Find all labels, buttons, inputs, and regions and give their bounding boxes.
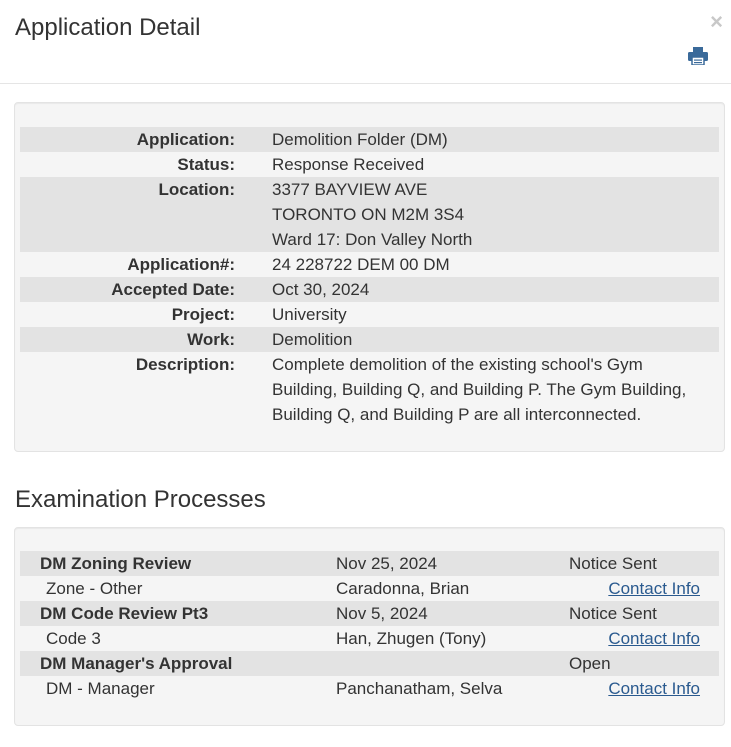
detail-label: Accepted Date: [111, 280, 235, 299]
detail-value-line: Complete demolition of the existing school's Gym Building, Building Q, and Building P. The Gym Building, Building Q, and Building P are all interconnected. [272, 355, 687, 424]
details-table [20, 127, 719, 427]
process-date: Nov 5, 2024 [336, 604, 428, 623]
process-status: Notice Sent [569, 554, 657, 573]
contact-info-link[interactable]: Contact Info [608, 679, 700, 698]
processes-table [20, 551, 719, 701]
section-title-examination-processes: Examination Processes [15, 486, 266, 513]
process-detail-row [20, 576, 719, 601]
contact-cell [569, 676, 719, 701]
detail-label: Application: [136, 130, 235, 149]
process-status: Notice Sent [569, 604, 657, 623]
process-date [336, 651, 569, 676]
modal-title: Application Detail [15, 14, 201, 41]
process-examiner: Panchanatham, Selva [336, 679, 503, 698]
print-icon-graphic [688, 47, 708, 65]
contact-cell [569, 576, 719, 601]
detail-value-line: Response Received [272, 155, 425, 174]
process-name: DM Zoning Review [40, 554, 192, 573]
process-examiner: Caradonna, Brian [336, 579, 470, 598]
process-examiner: Han, Zhugen (Tony) [336, 629, 487, 648]
process-detail-row [20, 676, 719, 701]
detail-label: Work: [187, 330, 235, 349]
detail-row [20, 352, 719, 427]
print-icon[interactable] [688, 47, 708, 65]
detail-value [235, 127, 719, 152]
close-icon[interactable]: × [710, 9, 723, 34]
detail-value [235, 252, 719, 277]
detail-label: Description: [135, 355, 235, 374]
detail-row [20, 327, 719, 352]
process-detail-row [20, 626, 719, 651]
application-details-panel [14, 102, 725, 452]
process-group: DM - Manager [46, 679, 155, 698]
detail-value-line: 24 228722 DEM 00 DM [272, 255, 450, 274]
detail-row [20, 252, 719, 277]
modal-header [0, 0, 731, 84]
process-status: Open [569, 654, 611, 673]
detail-row [20, 177, 719, 252]
detail-value [235, 302, 719, 327]
contact-info-link[interactable]: Contact Info [608, 579, 700, 598]
process-group: Code 3 [46, 629, 101, 648]
process-date: Nov 25, 2024 [336, 554, 438, 573]
detail-value-line: University [272, 305, 347, 324]
detail-value-line: TORONTO ON M2M 3S4 [272, 205, 465, 224]
process-group: Zone - Other [46, 579, 143, 598]
detail-label: Project: [171, 305, 235, 324]
process-name: DM Manager's Approval [40, 654, 233, 673]
detail-row [20, 302, 719, 327]
detail-value [235, 327, 719, 352]
detail-row [20, 152, 719, 177]
process-row [20, 651, 719, 676]
contact-info-link[interactable]: Contact Info [608, 629, 700, 648]
detail-value [235, 152, 719, 177]
detail-label: Application#: [127, 255, 235, 274]
detail-value [235, 352, 719, 427]
process-name: DM Code Review Pt3 [40, 604, 209, 623]
detail-value [235, 177, 719, 252]
detail-value-line: Ward 17: Don Valley North [272, 230, 473, 249]
detail-row [20, 277, 719, 302]
detail-value [235, 277, 719, 302]
detail-value-line: 3377 BAYVIEW AVE [272, 180, 428, 199]
detail-label: Status: [177, 155, 235, 174]
detail-value-line: Demolition [272, 330, 353, 349]
examination-processes-panel [14, 527, 725, 726]
process-row [20, 551, 719, 576]
detail-value-line: Oct 30, 2024 [272, 280, 370, 299]
contact-cell [569, 626, 719, 651]
process-row [20, 601, 719, 626]
detail-row [20, 127, 719, 152]
detail-label: Location: [158, 180, 235, 199]
detail-value-line: Demolition Folder (DM) [272, 130, 448, 149]
